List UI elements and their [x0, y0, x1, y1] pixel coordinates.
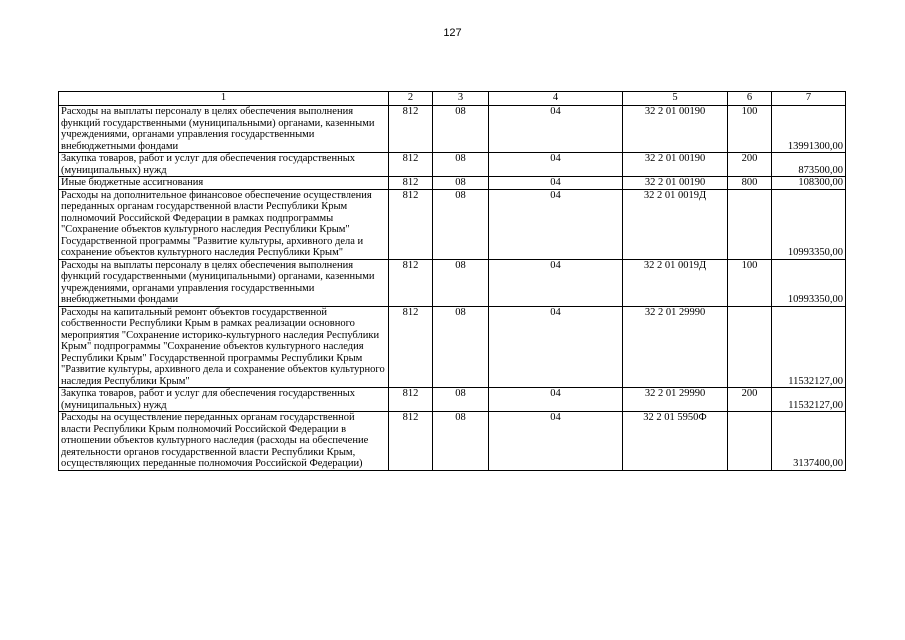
- expense-name: Расходы на выплаты персоналу в целях обеспечения выполнения функций государственными (муниципальными) органами, казенными учреждениями, органами управления государственными внебюджетными фондами: [59, 106, 389, 153]
- amount: 10993350,00: [772, 259, 846, 306]
- razdel-code: 08: [433, 153, 489, 177]
- vedomstvo-code: 812: [389, 106, 433, 153]
- target-article-code: 32 2 01 29990: [623, 388, 728, 412]
- amount: 13991300,00: [772, 106, 846, 153]
- column-header: 4: [489, 92, 623, 106]
- table-row: [59, 259, 846, 306]
- vedomstvo-code: 812: [389, 306, 433, 388]
- vedomstvo-code: 812: [389, 259, 433, 306]
- page-number: 127: [443, 27, 462, 39]
- target-article-code: 32 2 01 0019Д: [623, 189, 728, 259]
- amount: 10993350,00: [772, 189, 846, 259]
- vedomstvo-code: 812: [389, 153, 433, 177]
- target-article-code: 32 2 01 29990: [623, 306, 728, 388]
- table-row: [59, 177, 846, 190]
- razdel-code: 08: [433, 189, 489, 259]
- amount: 11532127,00: [772, 306, 846, 388]
- table-header-row: [59, 92, 846, 106]
- expense-type-code: 100: [728, 259, 772, 306]
- expense-name: Закупка товаров, работ и услуг для обеспечения государственных (муниципальных) нужд: [59, 388, 389, 412]
- vedomstvo-code: 812: [389, 388, 433, 412]
- expense-type-code: 100: [728, 106, 772, 153]
- column-header: 2: [389, 92, 433, 106]
- target-article-code: 32 2 01 5950Ф: [623, 412, 728, 471]
- column-header: 6: [728, 92, 772, 106]
- table-row: [59, 388, 846, 412]
- podrazdel-code: 04: [489, 153, 623, 177]
- target-article-code: 32 2 01 00190: [623, 106, 728, 153]
- podrazdel-code: 04: [489, 306, 623, 388]
- expense-name: Закупка товаров, работ и услуг для обеспечения государственных (муниципальных) нужд: [59, 153, 389, 177]
- podrazdel-code: 04: [489, 388, 623, 412]
- amount: 108300,00: [772, 177, 846, 190]
- table-row: [59, 153, 846, 177]
- vedomstvo-code: 812: [389, 177, 433, 190]
- expense-type-code: 800: [728, 177, 772, 190]
- expense-type-code: 200: [728, 153, 772, 177]
- vedomstvo-code: 812: [389, 189, 433, 259]
- budget-table: [58, 91, 846, 471]
- table-row: [59, 189, 846, 259]
- column-header: 7: [772, 92, 846, 106]
- razdel-code: 08: [433, 259, 489, 306]
- amount: 873500,00: [772, 153, 846, 177]
- podrazdel-code: 04: [489, 106, 623, 153]
- amount: 3137400,00: [772, 412, 846, 471]
- expense-name: Расходы на капитальный ремонт объектов государственной собственности Республики Крым в рамках реализации основного мероприятия "Сохранение историко-культурного наследия Республики Крым" подпрограммы "Сохранение объектов культурного наследия Республики Крым" Государственной программы Республики Крым "Развитие культуры, архивного дела и сохранение объектов культурного наследия Республики Крым": [59, 306, 389, 388]
- podrazdel-code: 04: [489, 189, 623, 259]
- column-header: 3: [433, 92, 489, 106]
- table-row: [59, 412, 846, 471]
- razdel-code: 08: [433, 412, 489, 471]
- expense-type-code: [728, 189, 772, 259]
- column-header: 1: [59, 92, 389, 106]
- expense-type-code: 200: [728, 388, 772, 412]
- table-row: [59, 106, 846, 153]
- column-header: 5: [623, 92, 728, 106]
- expense-type-code: [728, 306, 772, 388]
- podrazdel-code: 04: [489, 412, 623, 471]
- razdel-code: 08: [433, 388, 489, 412]
- podrazdel-code: 04: [489, 177, 623, 190]
- expense-name: Расходы на выплаты персоналу в целях обеспечения выполнения функций государственными (муниципальными) органами, казенными учреждениями, органами управления государственными внебюджетными фондами: [59, 259, 389, 306]
- target-article-code: 32 2 01 0019Д: [623, 259, 728, 306]
- expense-name: Расходы на дополнительное финансовое обеспечение осуществления переданных органам государственной власти Республики Крым полномочий Российской Федерации в рамках подпрограммы "Сохранение объектов культурного наследия Республики Крым" Государственной программы "Развитие культуры, архивного дела и сохранение объектов культурного наследия Республики Крым": [59, 189, 389, 259]
- expense-name: Иные бюджетные ассигнования: [59, 177, 389, 190]
- razdel-code: 08: [433, 177, 489, 190]
- razdel-code: 08: [433, 106, 489, 153]
- expense-name: Расходы на осуществление переданных органам государственной власти Республики Крым полномочий Российской Федерации в отношении объектов культурного наследия (расходы на обеспечение деятельности органов государственной власти Республики Крым, осуществляющих переданные полномочия Российской Федерации): [59, 412, 389, 471]
- podrazdel-code: 04: [489, 259, 623, 306]
- target-article-code: 32 2 01 00190: [623, 153, 728, 177]
- expense-type-code: [728, 412, 772, 471]
- vedomstvo-code: 812: [389, 412, 433, 471]
- razdel-code: 08: [433, 306, 489, 388]
- amount: 11532127,00: [772, 388, 846, 412]
- table-row: [59, 306, 846, 388]
- target-article-code: 32 2 01 00190: [623, 177, 728, 190]
